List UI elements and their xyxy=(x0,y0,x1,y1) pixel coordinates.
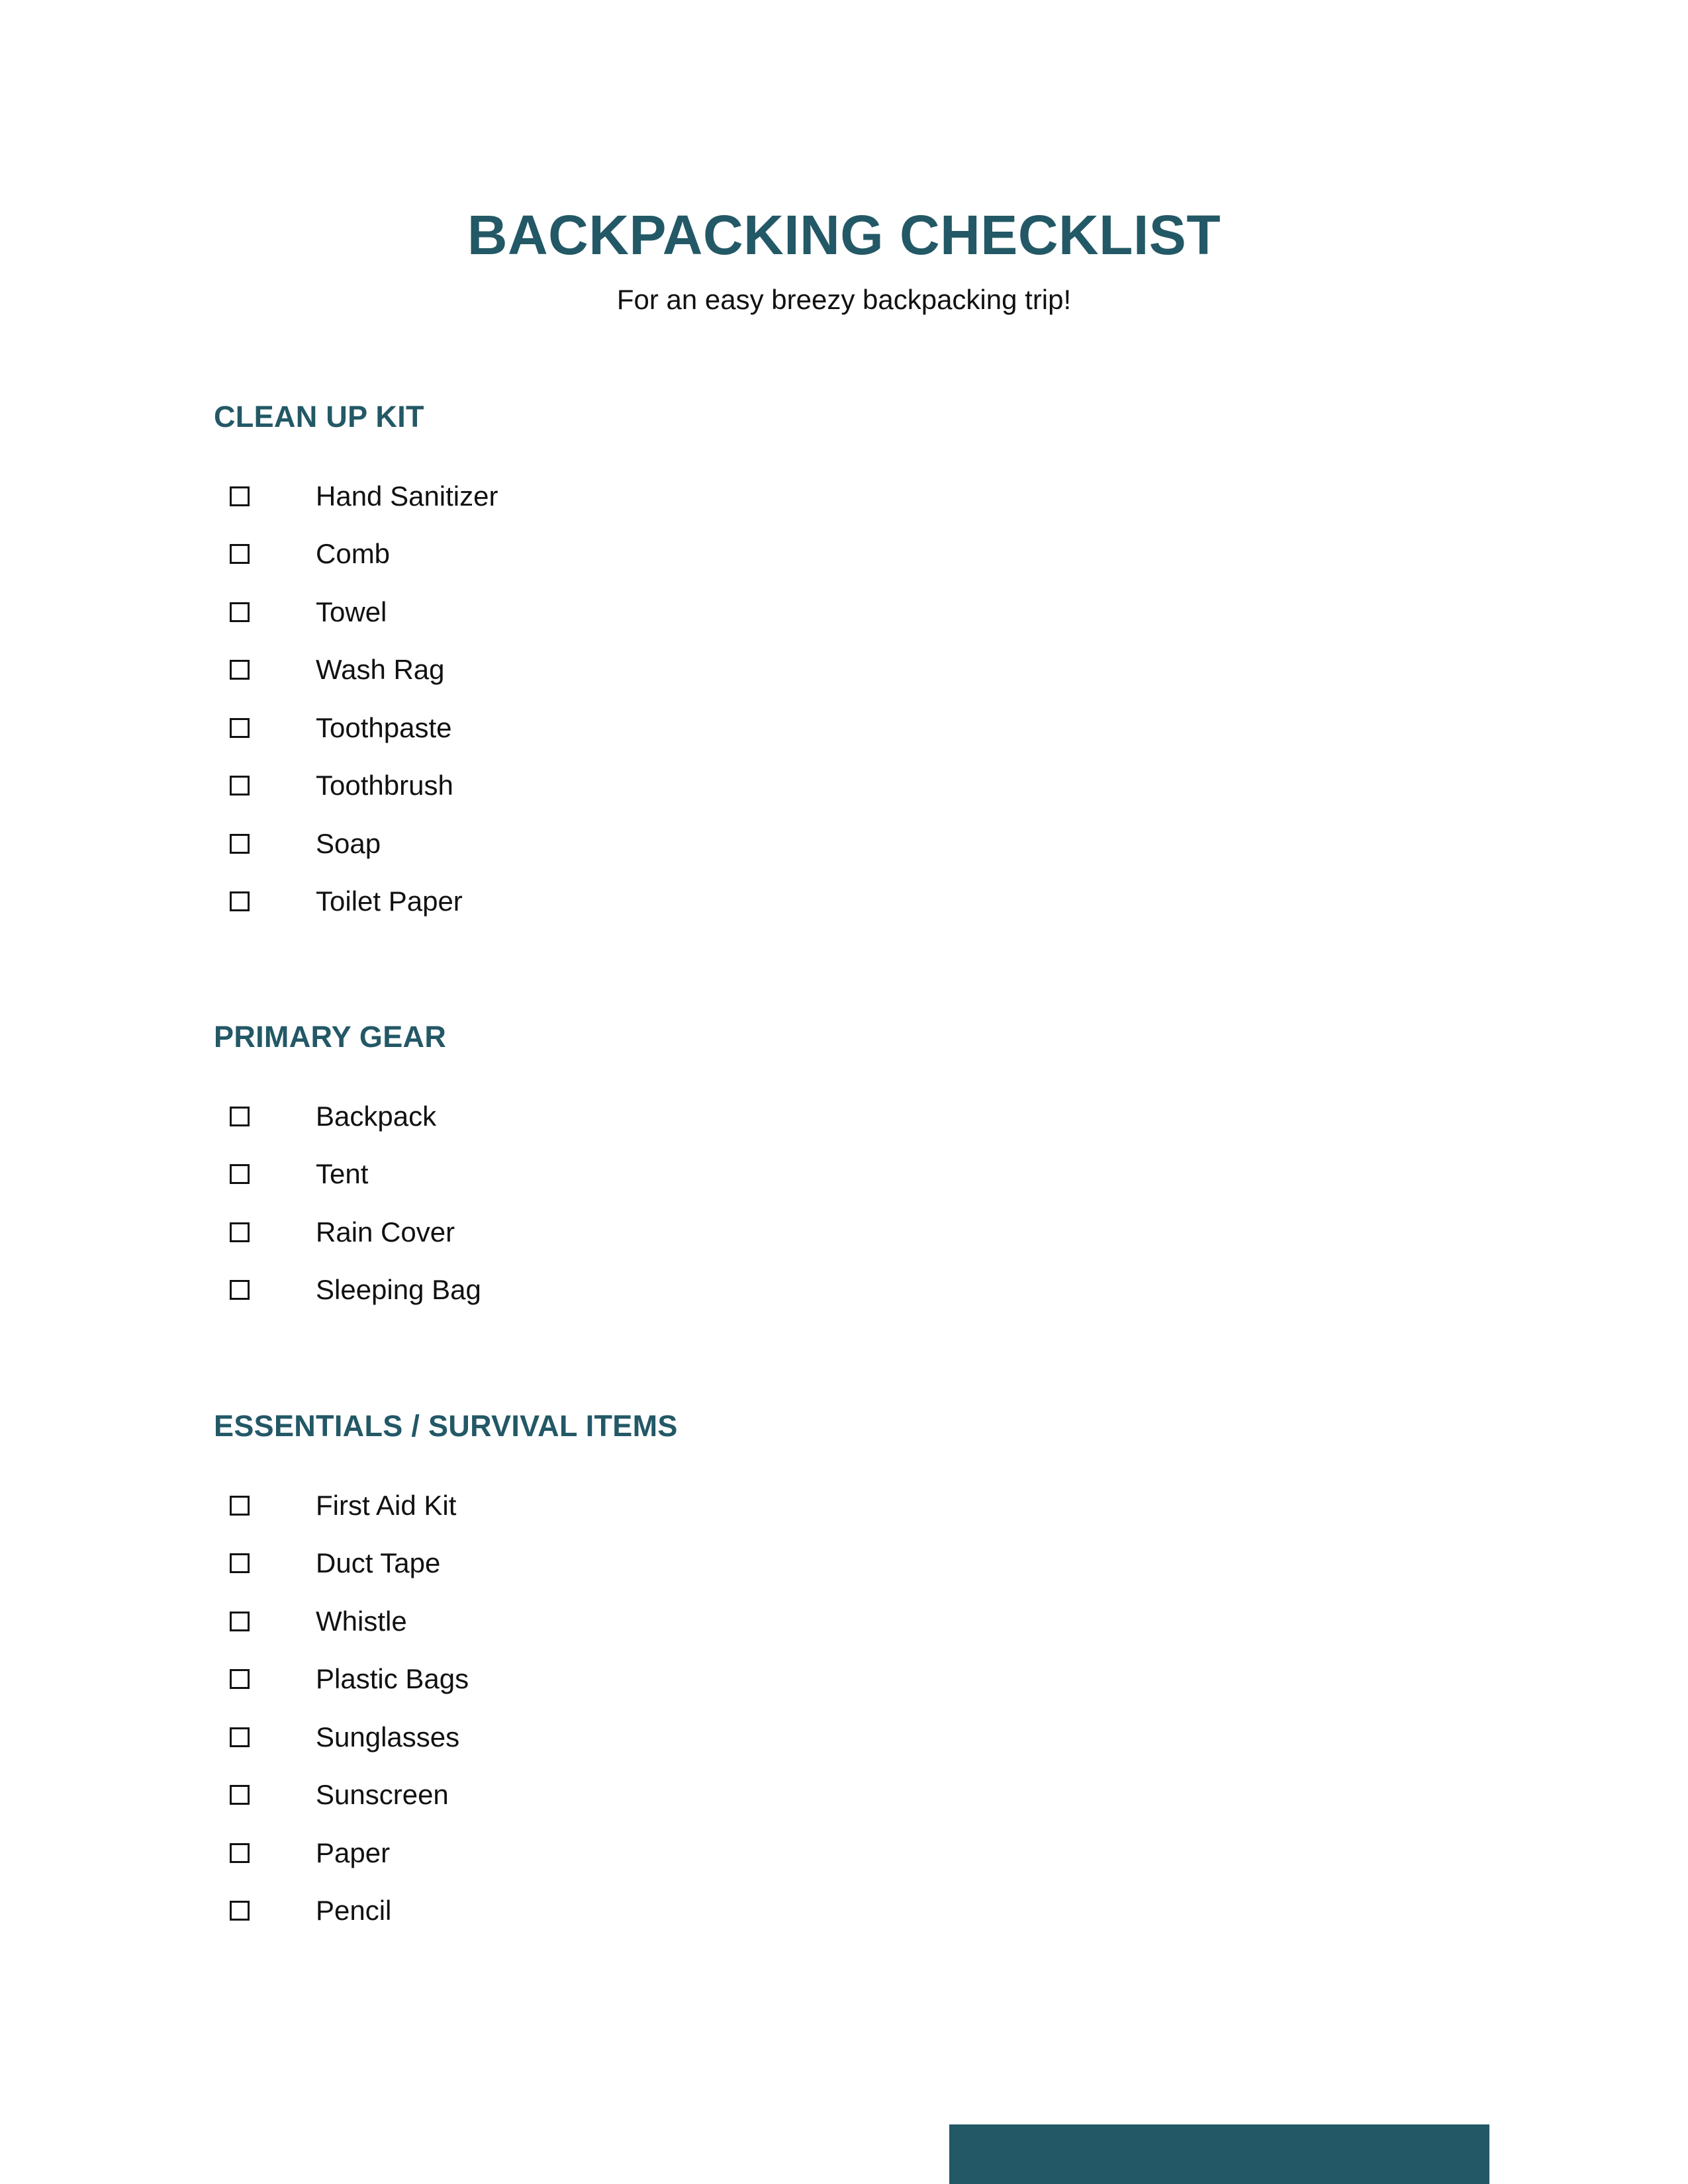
checkbox[interactable] xyxy=(230,486,250,506)
item-label: Duct Tape xyxy=(316,1547,441,1579)
checklist-item xyxy=(214,1882,1472,1940)
checklist-item xyxy=(214,815,1472,873)
checkbox[interactable] xyxy=(230,1727,250,1747)
checklist-item xyxy=(214,1651,1472,1709)
checkbox[interactable] xyxy=(230,1222,250,1242)
checkbox[interactable] xyxy=(230,1280,250,1300)
checklist-item xyxy=(214,1592,1472,1651)
item-label: Toilet Paper xyxy=(316,886,463,917)
item-label: Comb xyxy=(316,538,391,570)
checkbox[interactable] xyxy=(230,1107,250,1126)
checklist-item xyxy=(214,699,1472,757)
checkbox[interactable] xyxy=(230,544,250,564)
checklist-item xyxy=(214,757,1472,815)
checklist-item xyxy=(214,1535,1472,1593)
item-label: Paper xyxy=(316,1837,391,1868)
checklist-item xyxy=(214,1477,1472,1535)
item-label: Tent xyxy=(316,1158,369,1190)
checkbox[interactable] xyxy=(230,1669,250,1689)
checklist-item xyxy=(214,1708,1472,1766)
item-label: Sleeping Bag xyxy=(316,1274,481,1306)
item-label: Hand Sanitizer xyxy=(316,480,498,512)
checkbox[interactable] xyxy=(230,1164,250,1184)
section-primary-gear xyxy=(214,1017,1472,1319)
page-subtitle: For an easy breezy backpacking trip! xyxy=(616,284,1072,315)
checklist-item xyxy=(214,1766,1472,1825)
checkbox[interactable] xyxy=(230,1553,250,1573)
checklist-item xyxy=(214,467,1472,525)
item-label: Soap xyxy=(316,827,381,859)
item-label: Wash Rag xyxy=(316,654,445,686)
section-essentials-survival-items xyxy=(214,1406,1472,1940)
item-label: Towel xyxy=(316,596,387,627)
checklist-item xyxy=(214,1261,1472,1320)
section-heading: CLEAN UP KIT xyxy=(214,400,424,433)
checkbox[interactable] xyxy=(230,602,250,622)
checklist-item xyxy=(214,1087,1472,1146)
checkbox[interactable] xyxy=(230,660,250,680)
item-label: Sunglasses xyxy=(316,1721,460,1752)
item-label: Whistle xyxy=(316,1605,407,1637)
section-heading: PRIMARY GEAR xyxy=(214,1020,447,1054)
page-title: BACKPACKING CHECKLIST xyxy=(467,204,1221,266)
item-label: Backpack xyxy=(316,1100,437,1132)
item-label: Toothpaste xyxy=(316,711,452,743)
item-label: Rain Cover xyxy=(316,1216,455,1248)
checkbox[interactable] xyxy=(230,1612,250,1631)
checkbox[interactable] xyxy=(230,1843,250,1863)
item-label: Plastic Bags xyxy=(316,1663,469,1695)
checkbox[interactable] xyxy=(230,1901,250,1921)
checklist-item xyxy=(214,1824,1472,1882)
checklist-item xyxy=(214,525,1472,584)
checklist-item xyxy=(214,873,1472,931)
checklist xyxy=(214,1477,1472,1940)
checklist xyxy=(214,1087,1472,1319)
footer-accent-bar xyxy=(949,2124,1489,2184)
checkbox[interactable] xyxy=(230,1496,250,1516)
checkbox[interactable] xyxy=(230,834,250,854)
section-heading: ESSENTIALS / SURVIVAL ITEMS xyxy=(214,1409,678,1443)
checkbox[interactable] xyxy=(230,1785,250,1805)
checkbox[interactable] xyxy=(230,718,250,738)
checkbox[interactable] xyxy=(230,776,250,796)
checklist xyxy=(214,467,1472,931)
item-label: First Aid Kit xyxy=(316,1489,457,1521)
item-label: Sunscreen xyxy=(316,1779,449,1811)
checklist-item xyxy=(214,1146,1472,1204)
section-clean-up-kit xyxy=(214,397,1472,931)
checklist-item xyxy=(214,1203,1472,1261)
checklist-item xyxy=(214,641,1472,700)
checkbox[interactable] xyxy=(230,891,250,911)
checklist-item xyxy=(214,583,1472,641)
item-label: Pencil xyxy=(316,1895,392,1927)
item-label: Toothbrush xyxy=(316,770,453,801)
